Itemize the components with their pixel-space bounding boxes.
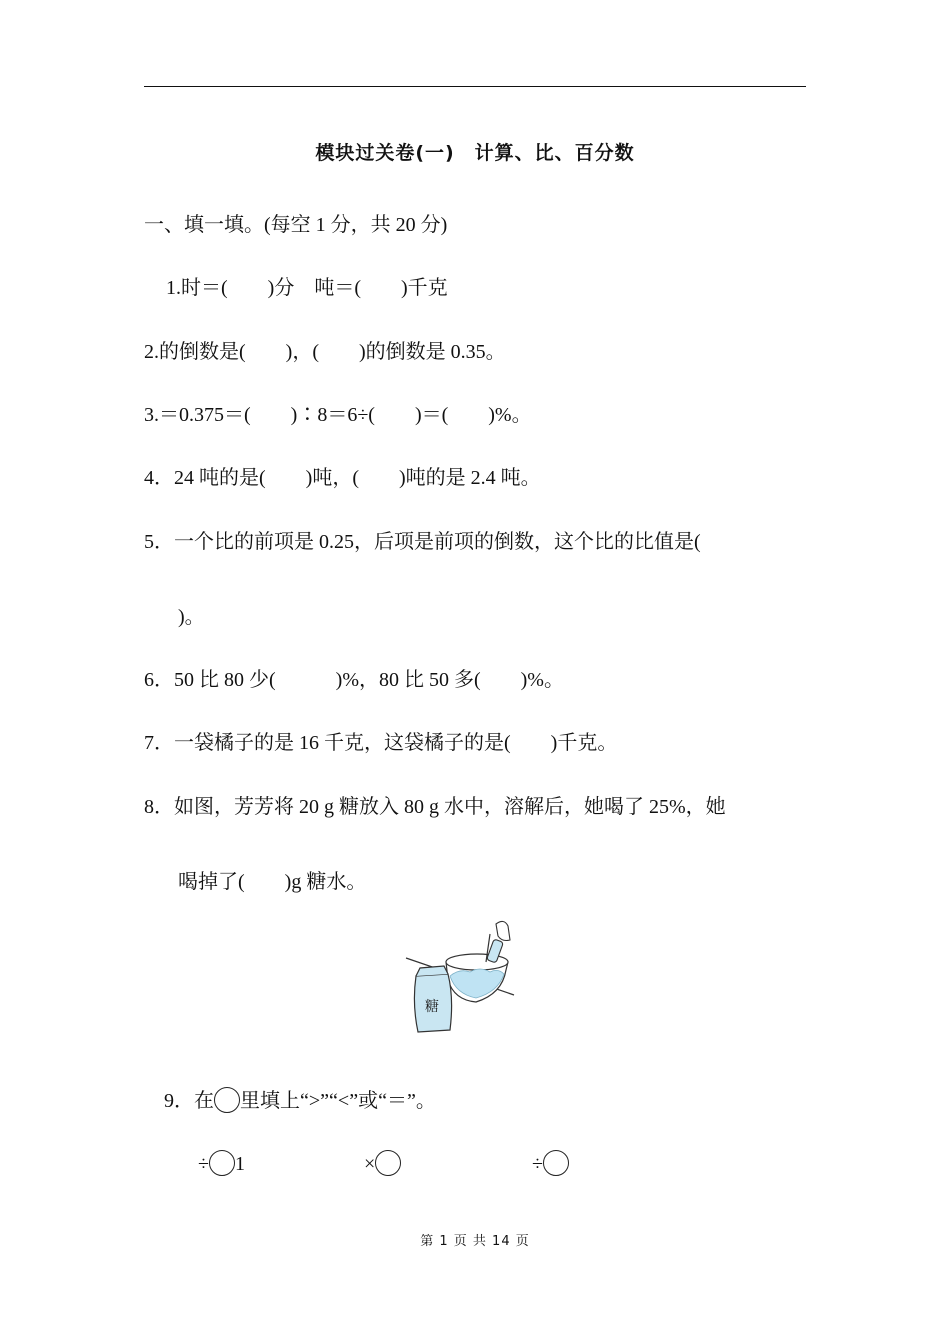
question-3: 3.＝0.375＝( )∶8＝6÷( )＝( )%。 <box>144 404 532 426</box>
answer-circle-icon <box>375 1150 401 1176</box>
question-5-line-2: )。 <box>178 606 205 628</box>
question-2: 2.的倒数是( )，( )的倒数是 0.35。 <box>144 341 506 363</box>
question-9c <box>512 1122 569 1206</box>
page-footer: 第 1 页 共 14 页 <box>420 1234 530 1249</box>
hand-icon <box>496 921 510 940</box>
question-9a-right: 1 <box>234 1153 245 1175</box>
question-9b <box>344 1122 401 1206</box>
page-title: 模块过关卷(一) 计算、比、百分数 <box>315 142 635 164</box>
header-rule <box>144 86 806 87</box>
question-9-prefix: 9．在 <box>164 1090 214 1112</box>
sugar-water-figure <box>404 918 519 1034</box>
question-5-line-1: 5．一个比的前项是 0.25，后项是前项的倒数，这个比的比值是( <box>144 531 701 553</box>
question-7: 7．一袋橘子的是 16 千克，这袋橘子的是( )千克。 <box>144 732 618 754</box>
question-1: 1.时＝( )分 吨＝( )千克 <box>166 277 448 299</box>
question-9a-operator: ÷ <box>198 1153 209 1175</box>
answer-circle-icon <box>543 1150 569 1176</box>
question-8-line-2: 喝掉了( )g 糖水。 <box>178 871 367 893</box>
question-9c-operator: ÷ <box>532 1153 543 1175</box>
answer-circle-icon <box>214 1087 240 1113</box>
question-6: 6．50 比 80 少( )%，80 比 50 多( )%。 <box>144 669 564 691</box>
answer-circle-icon <box>209 1150 235 1176</box>
question-8-line-1: 8．如图，芳芳将 20 g 糖放入 80 g 水中，溶解后，她喝了 25%，她 <box>144 796 726 818</box>
sugar-bag-label: 糖 <box>425 999 439 1015</box>
question-9a <box>178 1122 245 1206</box>
section-heading: 一、填一填。(每空 1 分，共 20 分) <box>144 214 448 236</box>
question-9-suffix: 里填上“>”“<”或“＝”。 <box>240 1090 436 1112</box>
question-4: 4．24 吨的是( )吨，( )吨的是 2.4 吨。 <box>144 467 541 489</box>
question-9b-operator: × <box>364 1153 376 1175</box>
